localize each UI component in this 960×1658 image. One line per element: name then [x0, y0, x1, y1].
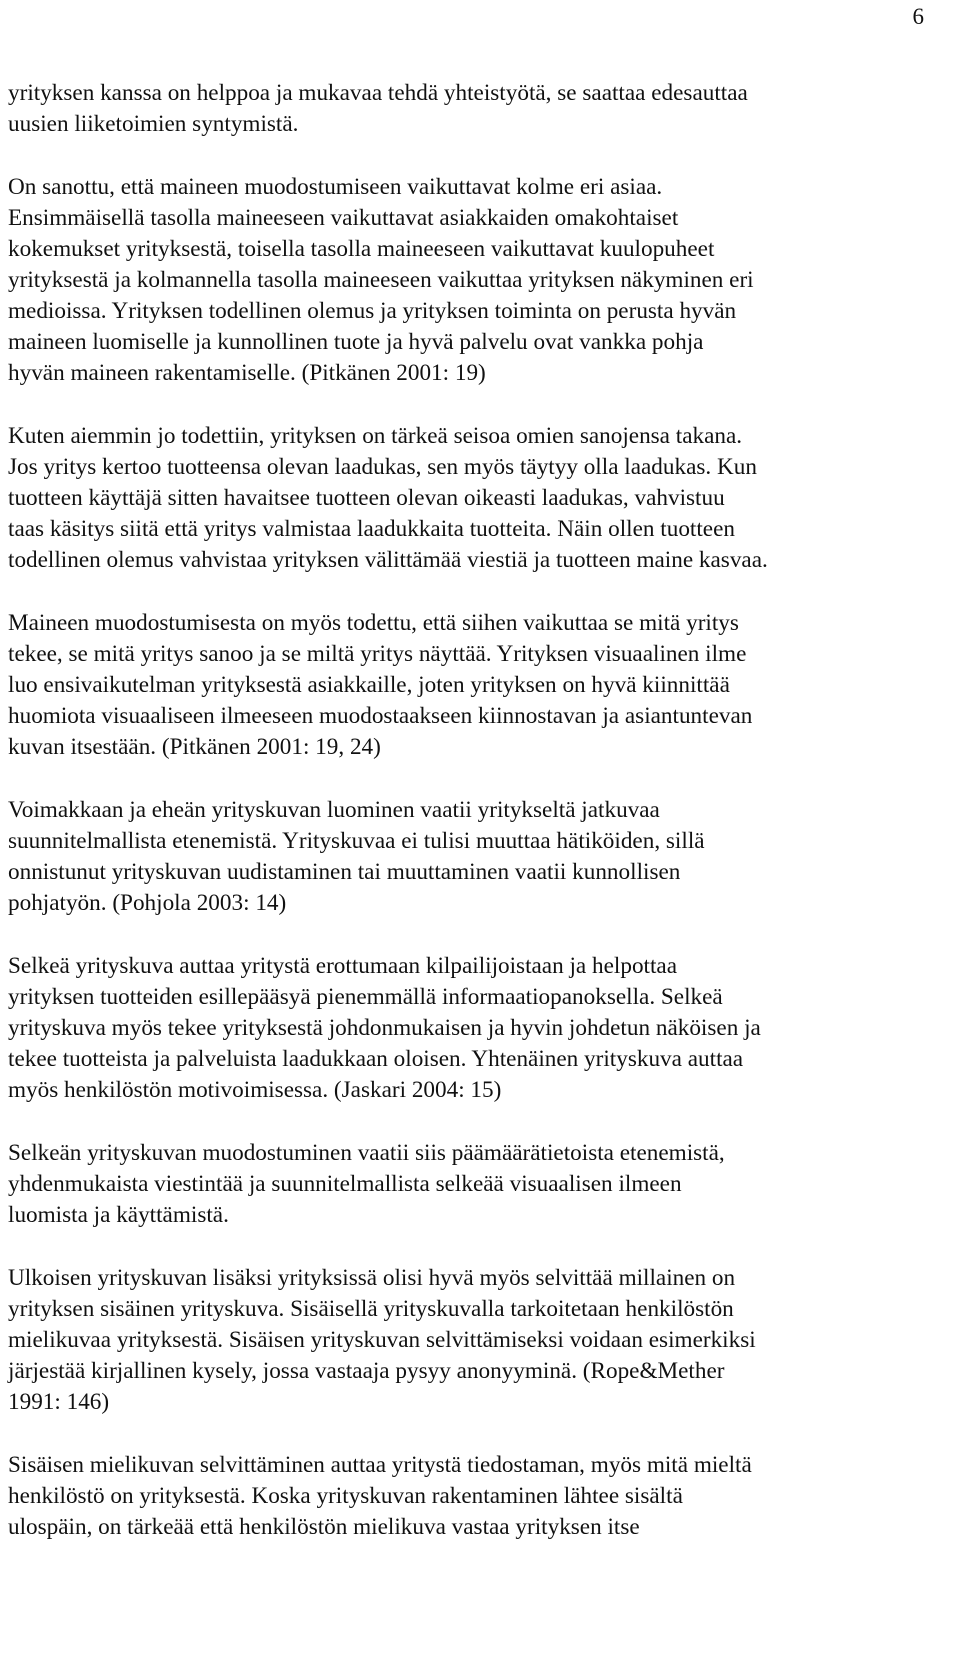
text-line: Sisäisen mielikuvan selvittäminen auttaa yritystä tiedostaman, myös mitä mieltä: [8, 1452, 752, 1478]
text-line: yrityksen kanssa on helppoa ja mukavaa tehdä yhteistyötä, se saattaa edesauttaa: [8, 80, 748, 106]
paragraph: [8, 421, 908, 576]
text-line: taas käsitys siitä että yritys valmistaa laadukkaita tuotteita. Näin ollen tuotteen: [8, 516, 735, 542]
text-line: luomista ja käyttämistä.: [8, 1202, 229, 1228]
text-line: onnistunut yrityskuvan uudistaminen tai muuttaminen vaatii kunnollisen: [8, 859, 681, 885]
text-line: uusien liiketoimien syntymistä.: [8, 111, 299, 137]
text-line: 1991: 146): [8, 1389, 110, 1415]
text-line: Kuten aiemmin jo todettiin, yrityksen on tärkeä seisoa omien sanojensa takana.: [8, 423, 743, 449]
text-line: ulospäin, on tärkeää että henkilöstön mielikuva vastaa yrityksen itse: [8, 1514, 640, 1540]
text-line: Maineen muodostumisesta on myös todettu, että siihen vaikuttaa se mitä yritys: [8, 610, 739, 636]
text-line: pohjatyön. (Pohjola 2003: 14): [8, 890, 287, 916]
text-line: luo ensivaikutelman yrityksestä asiakkaille, joten yrityksen on hyvä kiinnittää: [8, 672, 730, 698]
text-line: Selkeän yrityskuvan muodostuminen vaatii siis päämäärätietoista etenemistä,: [8, 1140, 725, 1166]
text-line: yrityksestä ja kolmannella tasolla maineeseen vaikuttaa yrityksen näkyminen eri: [8, 267, 754, 293]
paragraph: [8, 78, 908, 140]
page-number: 6: [912, 4, 924, 29]
text-line: tekee tuotteista ja palveluista laadukkaan oloisen. Yhtenäinen yrityskuva auttaa: [8, 1046, 744, 1072]
text-line: yrityksen tuotteiden esillepääsyä pienemmällä informaatiopanoksella. Selkeä: [8, 984, 723, 1010]
text-line: tuotteen käyttäjä sitten havaitsee tuotteen olevan oikeasti laadukas, vahvistuu: [8, 485, 725, 511]
text-line: yhdenmukaista viestintää ja suunnitelmallista selkeää visuaalisen ilmeen: [8, 1171, 682, 1197]
text-line: yrityksen sisäinen yrityskuva. Sisäisellä yrityskuvalla tarkoitetaan henkilöstön: [8, 1296, 734, 1322]
text-line: On sanottu, että maineen muodostumiseen vaikuttavat kolme eri asiaa.: [8, 174, 663, 200]
document-body: [8, 78, 908, 1575]
text-line: todellinen olemus vahvistaa yrityksen välittämää viestiä ja tuotteen maine kasvaa.: [8, 547, 768, 573]
text-line: Ensimmäisellä tasolla maineeseen vaikuttavat asiakkaiden omakohtaiset: [8, 205, 679, 231]
text-line: henkilöstö on yrityksestä. Koska yrityskuvan rakentaminen lähtee sisältä: [8, 1483, 683, 1509]
paragraph: [8, 172, 908, 389]
text-line: huomiota visuaaliseen ilmeeseen muodostaakseen kiinnostavan ja asiantuntevan: [8, 703, 753, 729]
paragraph: [8, 795, 908, 919]
text-line: tekee, se mitä yritys sanoo ja se miltä yritys näyttää. Yrityksen visuaalinen ilme: [8, 641, 747, 667]
text-line: kokemukset yrityksestä, toisella tasolla maineeseen vaikuttavat kuulopuheet: [8, 236, 715, 262]
text-line: järjestää kirjallinen kysely, jossa vastaaja pysyy anonyyminä. (Rope&Mether: [8, 1358, 725, 1384]
text-line: Selkeä yrityskuva auttaa yritystä erottumaan kilpailijoistaan ja helpottaa: [8, 953, 678, 979]
text-line: medioissa. Yrityksen todellinen olemus ja yrityksen toiminta on perusta hyvän: [8, 298, 737, 324]
text-line: Jos yritys kertoo tuotteensa olevan laadukas, sen myös täytyy olla laadukas. Kun: [8, 454, 757, 480]
paragraph: [8, 1138, 908, 1231]
text-line: kuvan itsestään. (Pitkänen 2001: 19, 24): [8, 734, 381, 760]
paragraph: [8, 1263, 908, 1418]
text-line: yrityskuva myös tekee yrityksestä johdonmukaisen ja hyvin johdetun näköisen ja: [8, 1015, 761, 1041]
text-line: myös henkilöstön motivoimisessa. (Jaskari 2004: 15): [8, 1077, 502, 1103]
paragraph: [8, 951, 908, 1106]
paragraph: [8, 1450, 908, 1543]
text-line: hyvän maineen rakentamiselle. (Pitkänen 2001: 19): [8, 360, 486, 386]
text-line: Ulkoisen yrityskuvan lisäksi yrityksissä olisi hyvä myös selvittää millainen on: [8, 1265, 736, 1291]
text-line: Voimakkaan ja eheän yrityskuvan luominen vaatii yritykseltä jatkuvaa: [8, 797, 660, 823]
text-line: suunnitelmallista etenemistä. Yrityskuvaa ei tulisi muuttaa hätiköiden, sillä: [8, 828, 705, 854]
paragraph: [8, 608, 908, 763]
text-line: maineen luomiselle ja kunnollinen tuote ja hyvä palvelu ovat vankka pohja: [8, 329, 704, 355]
text-line: mielikuvaa yrityksestä. Sisäisen yrityskuvan selvittämiseksi voidaan esimerkiksi: [8, 1327, 756, 1353]
